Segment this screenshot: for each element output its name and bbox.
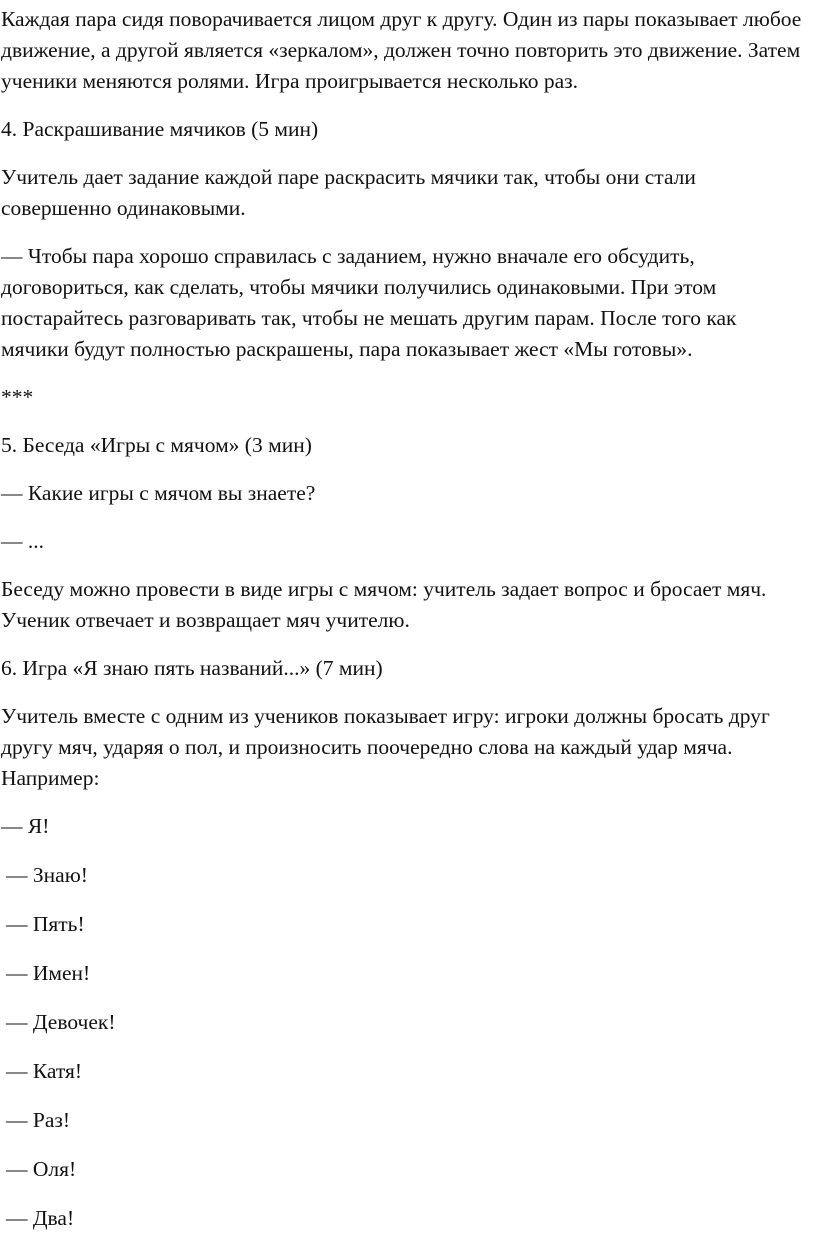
dialogue-line: — Оля!	[6, 1157, 77, 1181]
dialogue-line: — Два!	[6, 1206, 75, 1230]
dialogue-line: — Раз!	[6, 1108, 71, 1132]
heading-ball-games-talk: 5. Беседа «Игры с мячом» (3 мин)	[1, 433, 312, 457]
paragraph-coloring-instructions: — Чтобы пара хорошо справилась с заданием, нужно вначале его обсудить, договориться, как сделать, чтобы мячики получились одинаковыми. При этом постарайтесь разговаривать так, чтобы не мешать другим парам. После того как мячики будут полностью раскрашены, пара показывает жест «Мы готовы».	[1, 244, 737, 361]
paragraph-mirror-game: Каждая пара сидя поворачивается лицом друг к другу. Один из пары показывает любое движение, а другой является «зеркалом», должен точно повторить это движение. Затем ученики меняются ролями. Игра проигрывается несколько раз.	[1, 7, 802, 93]
dialogue-line: — Имен!	[6, 961, 91, 985]
paragraph-talk-as-game: Беседу можно провести в виде игры с мячом: учитель задает вопрос и бросает мяч. Ученик отвечает и возвращает мяч учителю.	[1, 577, 767, 632]
heading-coloring-balls: 4. Раскрашивание мячиков (5 мин)	[1, 117, 319, 141]
paragraph-five-names-rules: Учитель вместе с одним из учеников показывает игру: игроки должны бросать друг другу мяч, ударяя о пол, и произносить поочередно слова на каждый удар мяча. Например:	[1, 704, 770, 790]
section-separator: ***	[1, 385, 34, 409]
question-ball-games: — Какие игры с мячом вы знаете?	[1, 481, 316, 505]
dialogue-line: — Катя!	[6, 1059, 83, 1083]
heading-five-names-game: 6. Игра «Я знаю пять названий...» (7 мин)	[1, 656, 383, 680]
answer-ellipsis: — ...	[1, 529, 44, 553]
dialogue-line: — Пять!	[6, 912, 85, 936]
dialogue-line: — Я!	[1, 814, 50, 838]
paragraph-coloring-task: Учитель дает задание каждой паре раскрасить мячики так, чтобы они стали совершенно одинаковыми.	[1, 165, 696, 220]
dialogue-line: — Знаю!	[6, 863, 88, 887]
dialogue-line: — Девочек!	[6, 1010, 116, 1034]
